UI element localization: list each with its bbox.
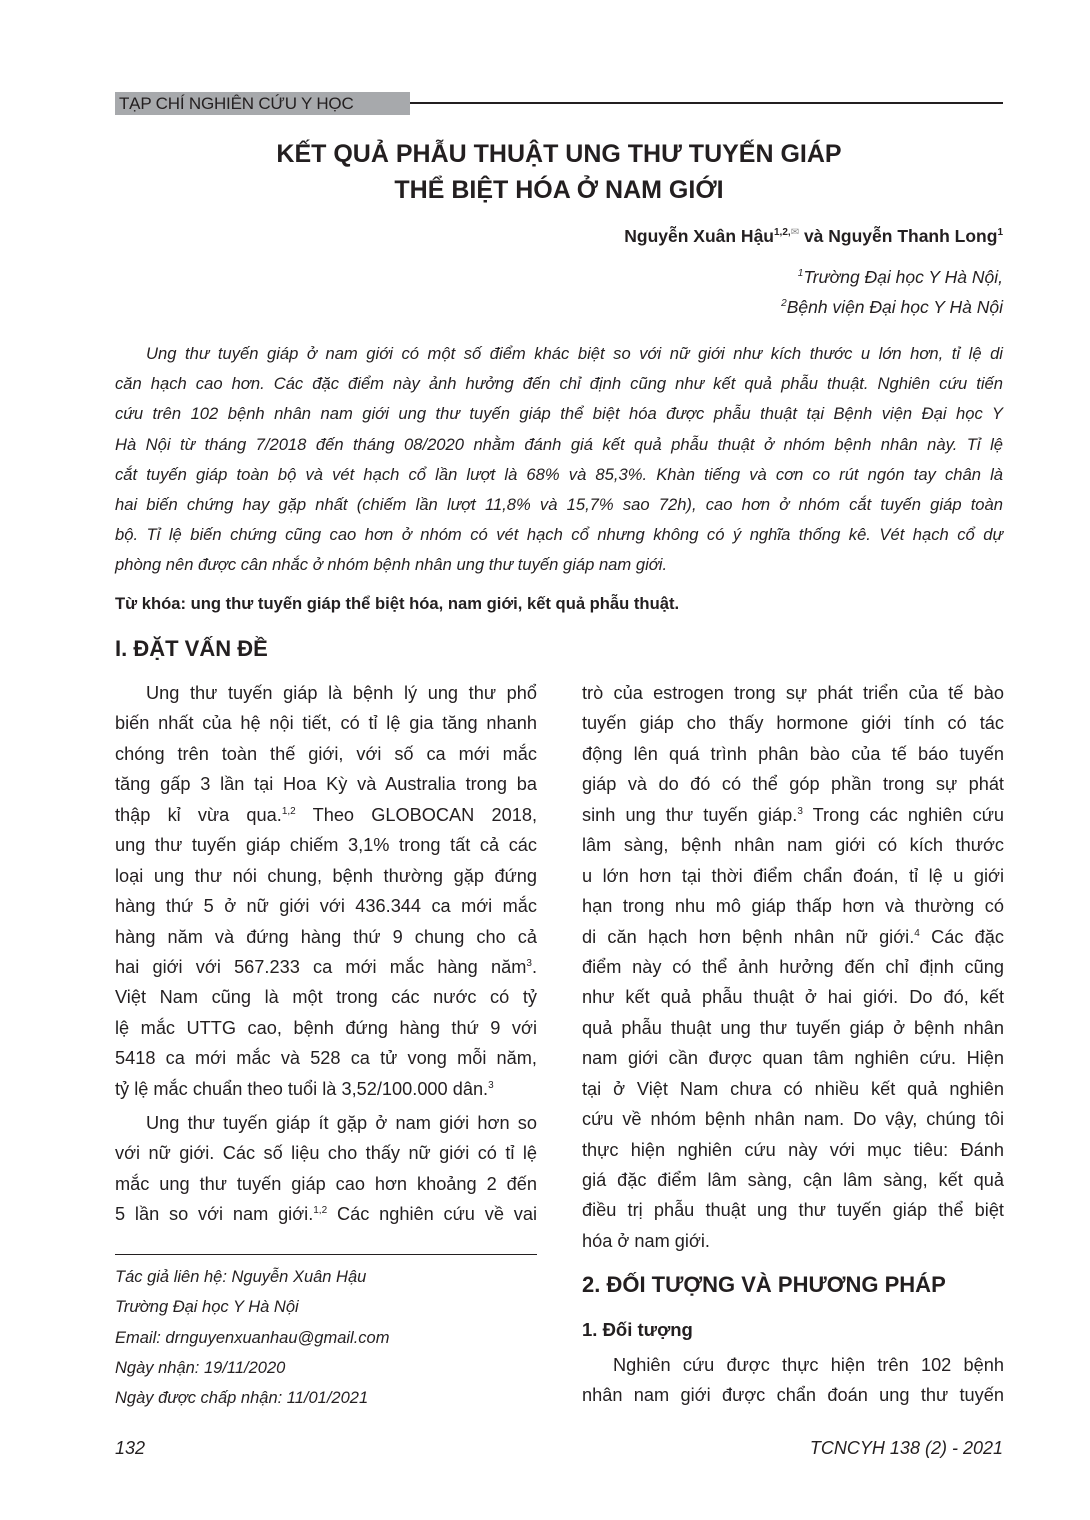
header-rule [410,102,1003,104]
citation-superscript: 3 [526,957,532,969]
text-segment: thập kỉ vừa qua. [115,804,282,825]
text-line [115,399,1003,429]
text-line [115,339,1003,369]
text-segment: di căn hạch hơn bệnh nhân nữ giới. [582,926,915,947]
section-heading: I. ĐẶT VẤN ĐỀ [115,636,268,661]
text-segment: hàng thứ 5 ở nữ giới với 436.344 ca mới mắc [115,896,537,917]
affiliation-sup: 2 [781,298,787,310]
text-segment: Ung thư tuyến giáp ít gặp ở nam giới hơn so [146,1113,537,1133]
text-line [582,922,1004,952]
mail-icon: ✉ [790,227,800,239]
text-segment: hạn trong nhu mô giáp thấp hơn và thường có [582,896,1004,917]
text-line [115,1074,537,1104]
text-segment: Trong các nghiên cứu [802,804,1004,825]
text-line [582,891,1004,921]
text-segment: giá đặc điểm lâm sàng, cận lâm sàng, kết quả [582,1170,1004,1190]
text-segment: Hà Nội từ tháng 7/2018 đến tháng 08/2020 nhằm đánh giá kết quả phẫu thuật ở nhóm bệnh nhân này. Tỉ lệ [115,434,1003,454]
title-line: THỂ BIỆT HÓA Ở NAM GIỚI [394,176,724,204]
journal-issue: TCNCYH 138 (2) - 2021 [809,1438,1003,1458]
text-segment: bộ. Tỉ lệ biến chứng cũng cao hơn ở nhóm có vét hạch cổ nhưng không có ý nghĩa thống kê. Vét hạch cổ dự [115,525,1003,545]
text-line [582,1074,1004,1104]
text-line [115,520,1003,550]
text-line [115,1013,537,1043]
text-line [582,708,1004,738]
text-line [582,1135,1004,1165]
text-line [115,430,1003,460]
article-title [115,136,1003,208]
section-heading: 2. ĐỐI TƯỢNG VÀ PHƯƠNG PHÁP [582,1272,946,1297]
text-segment: như kết quả phẫu thuật ở hai giới. Do đó, kết [582,987,1004,1008]
affiliation-text: Trường Đại học Y Hà Nội, [803,267,1003,287]
author-conjunction: và [799,226,829,246]
citation-superscript: 1,2 [281,805,296,817]
title-line: KẾT QUẢ PHẪU THUẬT UNG THƯ TUYẾN GIÁP [276,140,842,168]
text-line [115,800,537,830]
text-line [582,1380,1004,1410]
text-segment: tỷ lệ mắc chuẩn theo tuổi là 3,52/100.000 dân. [115,1078,489,1099]
text-segment: thực hiện nghiên cứu này với mục tiêu: Đánh [582,1139,1004,1160]
text-line [582,1104,1004,1134]
affiliation [798,267,1003,288]
text-segment: u lớn hơn tại thời điểm chẩn đoán, tỉ lệ u giới [582,865,1004,886]
citation-superscript: 3 [797,805,803,817]
text-line [115,922,537,952]
text-line [115,708,537,738]
text-segment: cắt tuyến giáp toàn bộ và vét hạch cổ lần lượt là 68% và 85,3%. Khàn tiếng và cơn co rút ngón tay chân là [115,464,1003,484]
text-segment: cứu về nhóm bệnh nhân nam. Do vậy, chúng tôi [582,1109,1004,1130]
keywords: Từ khóa: ung thư tuyến giáp thể biệt hóa, nam giới, kết quả phẫu thuật. [115,594,680,613]
text-line [582,1195,1004,1225]
paragraph [115,678,537,1104]
text-line [115,769,537,799]
text-line [582,1013,1004,1043]
text-line [115,678,537,708]
text-segment: trò của estrogen trong sự phát triển của tế bào [582,683,1004,703]
text-segment: mắc ung thư tuyến giáp cao hơn khoảng 2 đến [115,1173,537,1194]
text-line [115,891,537,921]
footnote-line: Email: drnguyenxuanhau@gmail.com [115,1328,390,1347]
text-line [582,952,1004,982]
text-segment: Các nghiên cứu về vai [327,1204,537,1225]
text-line [582,830,1004,860]
correspondence-footnote [115,1262,389,1413]
page-number: 132 [115,1438,146,1458]
text-segment: chóng trên toàn thế giới, với số ca mới mắc [115,743,537,764]
text-segment: giáp và do đó có thể góp phần trong sự phát [582,774,1004,795]
text-line [115,1169,537,1199]
text-line [582,982,1004,1012]
text-segment: tăng gấp 3 lần tại Hoa Kỳ và Australia trong ba [115,774,537,795]
text-line [582,861,1004,891]
text-segment: điều trị phẫu thuật ung thư tuyến giáp thể biệt [582,1200,1004,1221]
text-segment: lệ mắc UTTG cao, bệnh đứng hàng thứ 9 với [115,1017,537,1038]
text-segment: Ung thư tuyến giáp ở nam giới có một số điểm khác biệt so với nữ giới như kích thước u lớn hơn, tỉ lệ di [146,344,1003,363]
text-line [115,982,537,1012]
author-name: Nguyễn Xuân Hậu [624,226,774,246]
text-segment: sinh ung thư tuyến giáp. [582,804,798,825]
paragraph [582,1350,1004,1411]
text-segment: biến nhất của hệ nội tiết, có tỉ lệ gia tăng nhanh [115,713,537,734]
citation-superscript: 4 [914,927,920,939]
affiliation [781,297,1003,318]
text-segment: động lên quá trình phân bào của tế báo tuyến [582,743,1004,764]
text-line [582,1043,1004,1073]
text-line [582,739,1004,769]
text-segment: điểm này có thể ảnh hưởng đến chỉ định cũng [582,956,1004,977]
text-segment: hàng năm và đứng hàng thứ 9 chung cho cả [115,926,537,947]
text-line [582,1226,1004,1256]
text-segment: tại ở Việt Nam chưa có nhiều kết quả nghiên [582,1078,1004,1099]
author-affiliation-sup: 1,2, [774,227,791,239]
text-segment: lâm sàng, bệnh nhân nam giới có kích thước [582,835,1004,856]
subsection-heading: 1. Đối tượng [582,1319,693,1340]
text-line [115,1108,537,1138]
text-segment: hai biến chứng hay gặp nhất (chiếm lần lượt 11,8% và 15,7% sao 72h), cao hơn ở nhóm cắt tuyến giáp toàn [115,494,1003,514]
text-line [582,800,1004,830]
text-segment: Các đặc [919,926,1004,947]
text-segment: căn hạch cao hơn. Các đặc điểm này ảnh hưởng đến chỉ định cũng như kết quả phẫu thuật. Nghiên cứu tiến [115,374,1003,394]
text-segment: Việt Nam cũng là một trong các nước có tỷ [115,987,537,1008]
text-segment: Ung thư tuyến giáp là bệnh lý ung thư phổ [146,683,537,703]
footnote-line: Trường Đại học Y Hà Nội [115,1298,299,1317]
text-segment: nam giới cần được quan tâm nghiên cứu. Hiện [582,1048,1004,1069]
text-line [115,490,1003,520]
footnote-line: Ngày được chấp nhận: 11/01/2021 [115,1389,369,1408]
author-name: Nguyễn Thanh Long [828,226,998,246]
text-segment: cứu trên 102 bệnh nhân nam giới ung thư tuyến giáp thể biệt hóa được phẫu thuật tại Bệnh viện Đại học Y [115,404,1003,424]
text-line [115,1138,537,1168]
citation-superscript: 3 [488,1079,494,1091]
text-line [115,550,1003,580]
text-line [582,769,1004,799]
text-line [115,1043,537,1073]
text-segment: phòng nên được cân nhắc ở nhóm bệnh nhân ung thư tuyến giáp nam giới. [115,555,668,575]
text-segment: Theo GLOBOCAN 2018, [295,804,537,825]
abstract [115,339,1003,581]
text-line [582,1165,1004,1195]
text-segment: Nghiên cứu được thực hiện trên 102 bệnh [613,1355,1004,1375]
text-segment: 5 lần so với nam giới. [115,1204,314,1225]
text-segment: hóa ở nam giới. [582,1230,710,1251]
text-segment: hai giới với 567.233 ca mới mắc hàng năm [115,956,527,977]
text-line [115,861,537,891]
text-segment: tuyến giáp cho thấy hormone giới tính có tác [582,713,1004,734]
text-line [115,1199,537,1229]
journal-header: TẠP CHÍ NGHIÊN CỨU Y HỌC [115,92,410,115]
text-segment: 5418 ca mới mắc và 528 ca tử vong mỗi năm, [115,1048,537,1069]
text-segment: loại ung thư nói chung, bệnh thường gặp đứng [115,865,537,886]
footnote-line: Ngày nhận: 19/11/2020 [115,1358,286,1377]
footnote-line: Tác giả liên hệ: Nguyễn Xuân Hậu [115,1268,367,1286]
text-segment: quả phẫu thuật ung thư tuyến giáp ở bệnh nhân [582,1017,1004,1038]
text-line [115,369,1003,399]
text-line [582,678,1004,708]
paragraph [582,678,1004,1256]
text-segment: nhân nam giới được chẩn đoán ung thư tuyến [582,1385,1004,1406]
author-affiliation-sup: 1 [997,227,1003,239]
text-line [582,1350,1004,1380]
affiliation-text: Bệnh viện Đại học Y Hà Nội [786,297,1003,317]
text-line [115,739,537,769]
text-line [115,460,1003,490]
citation-superscript: 1,2 [313,1205,328,1217]
text-segment: ung thư tuyến giáp chiếm 3,1% trong tất cả các [115,835,537,856]
footnote-rule [115,1254,537,1255]
text-line [115,952,537,982]
authors [624,226,1003,247]
text-segment: . [531,956,537,977]
affiliation-sup: 1 [797,268,804,280]
text-line [115,830,537,860]
text-segment: với nữ giới. Các số liệu cho thấy nữ giới có tỉ lệ [115,1143,537,1164]
paragraph [115,1108,537,1230]
